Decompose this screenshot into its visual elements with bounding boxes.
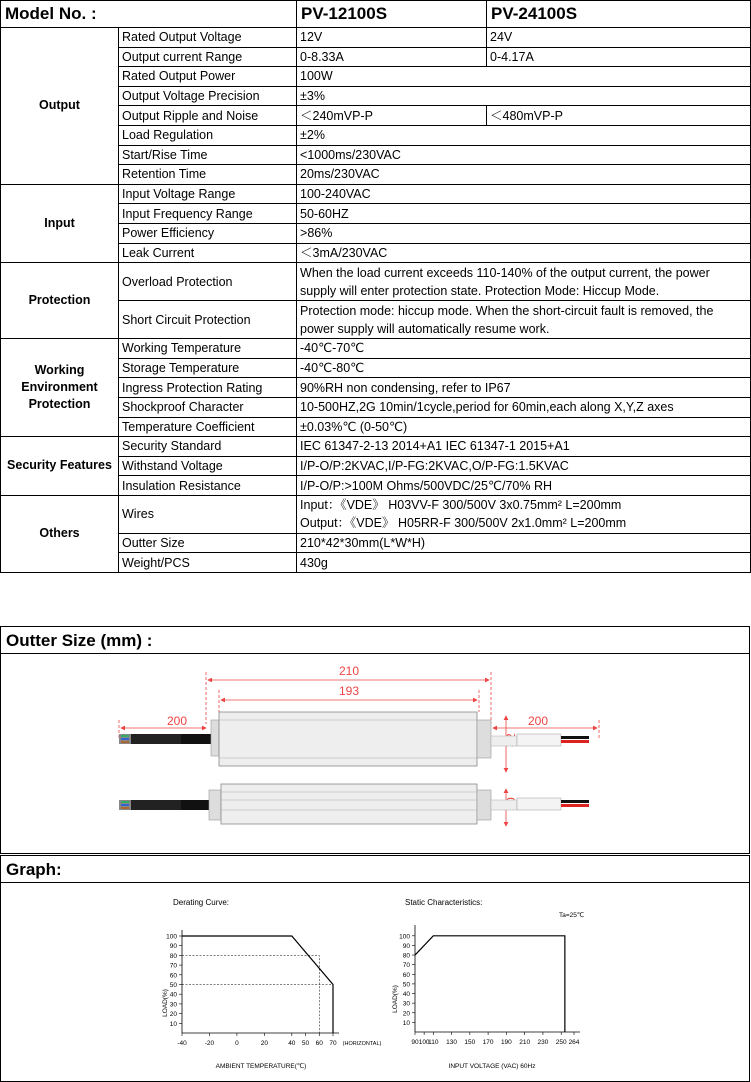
chart-ylabel: LOAD(%) [392, 985, 399, 1013]
row-label: Start/Rise Time [119, 145, 297, 165]
y-tick-label: 30 [169, 1001, 177, 1009]
row-label: Power Efficiency [119, 223, 297, 243]
row-label: Working Temperature [119, 339, 297, 359]
guide-line [182, 955, 319, 1033]
dim-right-wire: 200 [527, 714, 549, 728]
row-label: Shockproof Character [119, 397, 297, 417]
x-tick-label: 50 [301, 1040, 310, 1047]
x-tick-label: 264 [568, 1039, 580, 1046]
group-others: Others [1, 495, 119, 572]
row-value: -40℃-80℃ [297, 358, 751, 378]
y-tick-label: 90 [169, 943, 177, 951]
y-tick-label: 10 [402, 1019, 410, 1027]
x-tick-label: 190 [500, 1039, 512, 1046]
row-value: 50-60HZ [297, 204, 751, 224]
chart-xlabel: AMBIENT TEMPERATURE(℃) [215, 1063, 307, 1070]
y-tick-label: 10 [169, 1020, 177, 1028]
row-value: 0-4.17A [487, 47, 751, 67]
wires-output: Output：《VDE》 H05RR-F 300/500V 2x1.0mm² L=200mm [300, 516, 627, 531]
row-label: Leak Current [119, 243, 297, 263]
row-value [297, 495, 751, 533]
dim-left-wire: 200 [166, 714, 188, 728]
x-tick-label: 0 [235, 1040, 239, 1047]
row-value: 100-240VAC [297, 184, 751, 204]
chart-note: Ta=25℃ [559, 912, 585, 919]
chart-title: Static Characteristics: [405, 898, 483, 907]
x-tick-label: -40 [177, 1040, 187, 1047]
x-tick-label: 100 [418, 1039, 430, 1046]
row-value: ＜480mVP-P [487, 106, 751, 126]
row-label: Input Frequency Range [119, 204, 297, 224]
table-row [1, 184, 751, 204]
row-value: -40℃-70℃ [297, 339, 751, 359]
x-tick-label: -20 [204, 1040, 215, 1047]
y-tick-label: 40 [169, 991, 177, 999]
y-tick-label: 50 [169, 982, 177, 989]
x-tick-label: 20 [260, 1040, 268, 1047]
y-tick-label: 60 [402, 971, 410, 979]
y-tick-label: 80 [169, 952, 177, 960]
row-label: Rated Output Power [119, 67, 297, 87]
group-working-env: Working Environment Protection [1, 339, 119, 437]
chart-ylabel: LOAD(%) [162, 989, 169, 1017]
wires-input: Input：《VDE》 H03VV-F 300/500V 3x0.75mm² L=200mm [300, 498, 622, 513]
row-label: Input Voltage Range [119, 184, 297, 204]
row-value: I/P-O/P:2KVAC,I/P-FG:2KVAC,O/P-FG:1.5KVAC [297, 456, 751, 476]
row-value: When the load current exceeds 110-140% of the output current, the power supply will enter protection state. Protection Mode: Hiccup Mode. [297, 263, 751, 301]
x-tick-label: 230 [537, 1039, 549, 1046]
x-tick-label: 70 [329, 1040, 337, 1047]
row-value: ±0.03%℃ (0-50℃) [297, 417, 751, 437]
group-protection: Protection [1, 263, 119, 339]
row-label: Load Regulation [119, 125, 297, 145]
row-label: Outter Size [119, 533, 297, 553]
row-value: Protection mode: hiccup mode. When the short-circuit fault is removed, the power supply will automatically resume work. [297, 301, 751, 339]
row-value: ＜3mA/230VAC [297, 243, 751, 263]
row-label: Weight/PCS [119, 553, 297, 573]
chart-xlabel: INPUT VOLTAGE (VAC) 60Hz [448, 1063, 536, 1070]
model-a: PV-12100S [297, 1, 487, 28]
side-view [119, 784, 589, 824]
y-tick-label: 60 [169, 972, 177, 980]
row-value: ±3% [297, 86, 751, 106]
row-label: Short Circuit Protection [119, 301, 297, 339]
dimension-drawing [1, 654, 749, 852]
row-value: >86% [297, 223, 751, 243]
model-label: Model No. : [1, 1, 297, 28]
graph-area [0, 883, 750, 1082]
row-label: Temperature Coefficient [119, 417, 297, 437]
table-row [1, 263, 751, 301]
y-tick-label: 20 [402, 1010, 410, 1018]
table-row [1, 495, 751, 533]
row-value: 100W [297, 67, 751, 87]
row-value: 24V [487, 28, 751, 48]
row-label: Output Ripple and Noise [119, 106, 297, 126]
derating-curve-chart [1, 883, 382, 1080]
y-tick-label: 40 [402, 991, 410, 999]
row-label: Insulation Resistance [119, 476, 297, 496]
x-tick-label: 130 [446, 1039, 457, 1046]
row-label: Ingress Protection Rating [119, 378, 297, 398]
chart-title: Derating Curve: [173, 898, 230, 907]
row-label: Retention Time [119, 165, 297, 185]
y-tick-label: 20 [169, 1011, 177, 1019]
row-label: Output current Range [119, 47, 297, 67]
row-label: Overload Protection [119, 263, 297, 301]
y-tick-label: 70 [402, 962, 410, 970]
row-value: ＜240mVP-P [297, 106, 487, 126]
row-value: ±2% [297, 125, 751, 145]
row-label: Storage Temperature [119, 358, 297, 378]
row-value: 10-500HZ,2G 10min/1cycle,period for 60min,each along X,Y,Z axes [297, 397, 751, 417]
table-row [1, 437, 751, 457]
group-input: Input [1, 184, 119, 262]
graph-heading: Graph: [0, 855, 750, 883]
row-label: Rated Output Voltage [119, 28, 297, 48]
x-tick-label: 110 [428, 1039, 439, 1046]
y-tick-label: 30 [402, 1000, 410, 1008]
y-tick-label: 90 [402, 942, 410, 950]
top-view [119, 712, 589, 766]
table-row [1, 339, 751, 359]
static-characteristics-chart [377, 883, 749, 1080]
x-tick-label: 90 [411, 1039, 419, 1046]
x-tick-label: 250 [555, 1039, 567, 1046]
x-tick-label: 170 [482, 1039, 494, 1046]
y-tick-label: 50 [402, 981, 410, 989]
y-tick-label: 100 [399, 933, 410, 941]
group-output: Output [1, 28, 119, 185]
dim-body-length: 193 [338, 684, 360, 698]
row-value: 20ms/230VAC [297, 165, 751, 185]
row-value: 430g [297, 553, 751, 573]
chart-xlabel-note: (HORIZONTAL) [342, 1041, 382, 1047]
model-b: PV-24100S [487, 1, 751, 28]
row-label: Security Standard [119, 437, 297, 457]
row-value: IEC 61347-2-13 2014+A1 IEC 61347-1 2015+A1 [297, 437, 751, 457]
outter-size-heading: Outter Size (mm) : [0, 626, 750, 654]
table-row [1, 28, 751, 48]
y-tick-label: 100 [166, 933, 177, 941]
x-tick-label: 210 [519, 1039, 531, 1046]
row-value: 210*42*30mm(L*W*H) [297, 533, 751, 553]
x-tick-label: 150 [464, 1039, 476, 1046]
row-value: 0-8.33A [297, 47, 487, 67]
row-label: Output Voltage Precision [119, 86, 297, 106]
row-value: <1000ms/230VAC [297, 145, 751, 165]
row-value: 12V [297, 28, 487, 48]
y-tick-label: 80 [402, 952, 410, 960]
x-tick-label: 40 [288, 1040, 296, 1047]
table-header-row [1, 1, 751, 28]
row-label: Withstand Voltage [119, 456, 297, 476]
row-value: I/P-O/P:>100M Ohms/500VDC/25℃/70% RH [297, 476, 751, 496]
group-security: Security Features [1, 437, 119, 496]
row-value: 90%RH non condensing, refer to IP67 [297, 378, 751, 398]
series-line [415, 936, 565, 1032]
outter-size-drawing [0, 654, 750, 854]
y-tick-label: 70 [169, 962, 177, 970]
x-tick-label: 60 [315, 1040, 323, 1047]
row-label: Wires [119, 495, 297, 533]
dim-total-length: 210 [338, 664, 360, 678]
